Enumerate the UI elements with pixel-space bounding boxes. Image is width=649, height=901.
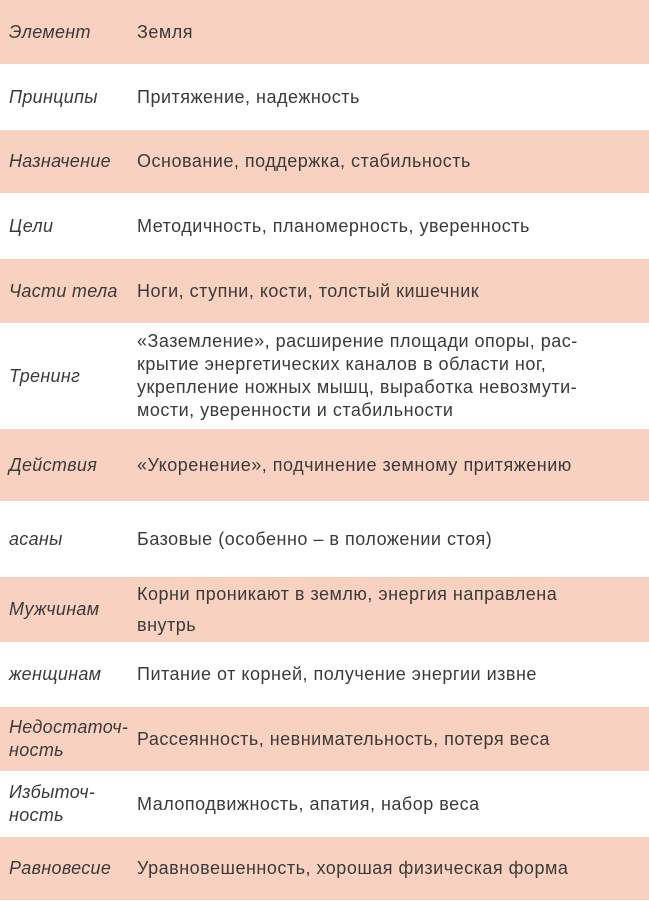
row-value: Притяжение, надежность [137,86,360,107]
table-row [0,0,649,65]
table-row [0,577,649,643]
row-value: Малоподвижность, апатия, набор веса [137,793,480,814]
row-value: «Заземление», расширение площади опоры, рас- крытие энергетических каналов в области ног, укрепление ножных мышц, выработка невозмути- мости, уверенности и стабильности [137,331,578,420]
row-value: Основание, поддержка, стабильность [137,151,471,171]
table-row [0,65,649,130]
row-value: Корни проникают в землю, энергия направлена внутрь [137,583,558,635]
row-key: асаны [9,528,63,549]
table-row [0,707,649,772]
row-key: женщинам [9,664,102,684]
table-row [0,130,649,194]
table-row [0,429,649,502]
table-row [0,643,649,707]
table-row [0,324,649,429]
row-key: Элемент [9,21,91,42]
row-key: Части тела [9,280,118,301]
row-value: Методичность, планомерность, уверенность [137,215,530,236]
row-key: Тренинг [9,365,81,386]
table-row [0,837,649,901]
table-row [0,259,649,324]
row-key: Недостаточ- ность [9,717,129,760]
table-row [0,194,649,259]
row-key: Равновесие [9,858,112,878]
row-value: Базовые (особенно – в положении стоя) [137,528,493,549]
row-key: Принципы [9,86,98,107]
row-value: Питание от корней, получение энергии извне [137,664,537,684]
row-key: Действия [9,454,98,475]
row-value: Уравновешенность, хорошая физическая форма [137,858,569,878]
table-row [0,502,649,577]
row-key: Мужчинам [9,599,100,619]
row-value: Рассеянность, невнимательность, потеря веса [137,728,550,749]
row-value: «Укоренение», подчинение земному притяжению [137,454,572,475]
row-value: Ноги, ступни, кости, толстый кишечник [137,280,480,301]
row-value: Земля [137,21,194,42]
table-row [0,772,649,837]
row-key: Назначение [9,151,111,171]
row-key: Избыточ- ность [9,782,96,825]
row-key: Цели [9,215,54,236]
